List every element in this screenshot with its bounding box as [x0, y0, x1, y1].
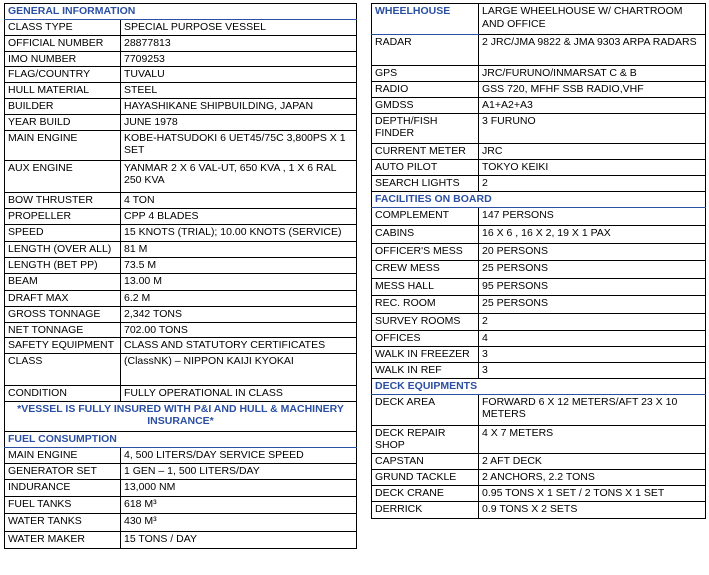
spec-label-mess-hall: MESS HALL — [372, 278, 479, 295]
spec-value-hull-material: STEEL — [121, 83, 357, 99]
spec-label-capstan: CAPSTAN — [372, 453, 479, 469]
spec-value-depth-fish-finder: 3 FURUNO — [479, 113, 706, 143]
spec-value-length-bet-pp: 73.5 M — [121, 257, 357, 273]
spec-label-gmdss: GMDSS — [372, 97, 479, 113]
spec-row — [5, 290, 357, 306]
spec-label-derrick: DERRICK — [372, 501, 479, 518]
spec-row — [5, 257, 357, 273]
spec-value-fuel-tanks: 618 M³ — [121, 496, 357, 513]
spec-row — [5, 192, 357, 208]
spec-row — [372, 313, 706, 330]
spec-label-walk-in-freezer: WALK IN FREEZER — [372, 346, 479, 362]
spec-label-deck-repair-shop: DECK REPAIR SHOP — [372, 425, 479, 453]
spec-label-rec-room: REC. ROOM — [372, 295, 479, 313]
spec-label-class-type: CLASS TYPE — [5, 20, 121, 36]
spec-label-year-build: YEAR BUILD — [5, 115, 121, 131]
spec-value-deck-area: FORWARD 6 X 12 METERS/AFT 23 X 10 METERS — [479, 394, 706, 425]
spec-row — [5, 67, 357, 83]
spec-value-gross-tonnage: 2,342 TONS — [121, 306, 357, 322]
spec-row — [5, 531, 357, 548]
spec-label-main-engine: MAIN ENGINE — [5, 130, 121, 160]
left-spec-table — [4, 3, 357, 549]
spec-value-gmdss: A1+A2+A3 — [479, 97, 706, 113]
spec-label-current-meter: CURRENT METER — [372, 143, 479, 159]
spec-row — [372, 501, 706, 518]
spec-value-gps: JRC/FURUNO/INMARSAT C & B — [479, 66, 706, 82]
spec-row — [5, 354, 357, 386]
spec-value-propeller: CPP 4 BLADES — [121, 208, 357, 224]
spec-label-radar: RADAR — [372, 35, 479, 66]
spec-label-offices: OFFICES — [372, 330, 479, 346]
spec-label-officer-s-mess: OFFICER'S MESS — [372, 243, 479, 260]
spec-value-main-engine: KOBE-HATSUDOKI 6 UET45/75C 3,800PS X 1 SET — [121, 130, 357, 160]
section-title-facilities-on-board: FACILITIES ON BOARD — [372, 191, 706, 207]
spec-value-auto-pilot: TOKYO KEIKI — [479, 159, 706, 175]
insurance-note-text: *VESSEL IS FULLY INSURED WITH P&I AND HULL & MACHINERY INSURANCE* — [5, 401, 357, 431]
spec-row — [372, 66, 706, 82]
spec-row — [5, 99, 357, 115]
spec-value-draft-max: 6.2 M — [121, 290, 357, 306]
spec-row — [372, 425, 706, 453]
spec-label-cabins: CABINS — [372, 225, 479, 243]
spec-label-generator-set: GENERATOR SET — [5, 463, 121, 479]
spec-label-speed: SPEED — [5, 224, 121, 241]
spec-row — [372, 260, 706, 278]
spec-row — [372, 394, 706, 425]
spec-value-search-lights: 2 — [479, 175, 706, 191]
spec-value-bow-thruster: 4 TON — [121, 192, 357, 208]
spec-label-wheelhouse: WHEELHOUSE — [372, 4, 479, 35]
spec-row — [5, 386, 357, 402]
spec-value-wheelhouse: LARGE WHEELHOUSE W/ CHARTROOM AND OFFICE — [479, 4, 706, 35]
section-title-fuel-consumption: FUEL CONSUMPTION — [5, 431, 357, 447]
spec-row — [5, 160, 357, 192]
spec-label-radio: RADIO — [372, 81, 479, 97]
spec-row — [5, 35, 357, 51]
spec-row — [5, 224, 357, 241]
spec-label-indurance: INDURANCE — [5, 479, 121, 496]
spec-value-length-over-all: 81 M — [121, 241, 357, 257]
spec-value-indurance: 13,000 NM — [121, 479, 357, 496]
spec-row — [372, 469, 706, 485]
spec-label-draft-max: DRAFT MAX — [5, 290, 121, 306]
spec-value-aux-engine: YANMAR 2 X 6 VAL-UT, 650 KVA , 1 X 6 RAL 250 KVA — [121, 160, 357, 192]
spec-label-length-over-all: LENGTH (OVER ALL) — [5, 241, 121, 257]
spec-value-water-maker: 15 TONS / DAY — [121, 531, 357, 548]
spec-label-class: CLASS — [5, 354, 121, 386]
spec-value-crew-mess: 25 PERSONS — [479, 260, 706, 278]
spec-value-radar: 2 JRC/JMA 9822 & JMA 9303 ARPA RADARS — [479, 35, 706, 66]
spec-value-capstan: 2 AFT DECK — [479, 453, 706, 469]
section-header — [5, 4, 357, 20]
spec-row — [5, 496, 357, 513]
spec-row — [5, 513, 357, 531]
spec-row — [5, 322, 357, 338]
spec-label-gps: GPS — [372, 66, 479, 82]
spec-row — [372, 243, 706, 260]
spec-label-condition: CONDITION — [5, 386, 121, 402]
spec-value-complement: 147 PERSONS — [479, 207, 706, 225]
spec-value-generator-set: 1 GEN – 1, 500 LITERS/DAY — [121, 463, 357, 479]
spec-value-officer-s-mess: 20 PERSONS — [479, 243, 706, 260]
spec-row — [5, 208, 357, 224]
spec-value-flag-country: TUVALU — [121, 67, 357, 83]
spec-label-walk-in-ref: WALK IN REF — [372, 362, 479, 378]
spec-row — [5, 241, 357, 257]
spec-row — [372, 346, 706, 362]
section-header — [372, 378, 706, 394]
section-title-deck-equipments: DECK EQUIPMENTS — [372, 378, 706, 394]
spec-row — [5, 463, 357, 479]
spec-value-rec-room: 25 PERSONS — [479, 295, 706, 313]
spec-label-gross-tonnage: GROSS TONNAGE — [5, 306, 121, 322]
spec-row — [372, 362, 706, 378]
right-spec-table — [371, 3, 706, 519]
spec-value-net-tonnage: 702.00 TONS — [121, 322, 357, 338]
spec-label-beam: BEAM — [5, 273, 121, 290]
spec-row — [372, 207, 706, 225]
spec-row — [5, 51, 357, 67]
spec-row — [5, 447, 357, 463]
spec-value-grund-tackle: 2 ANCHORS, 2.2 TONS — [479, 469, 706, 485]
spec-value-current-meter: JRC — [479, 143, 706, 159]
spec-row — [5, 306, 357, 322]
spec-value-speed: 15 KNOTS (TRIAL); 10.00 KNOTS (SERVICE) — [121, 224, 357, 241]
spec-label-official-number: OFFICIAL NUMBER — [5, 35, 121, 51]
spec-value-year-build: JUNE 1978 — [121, 115, 357, 131]
spec-label-complement: COMPLEMENT — [372, 207, 479, 225]
spec-value-imo-number: 7709253 — [121, 51, 357, 67]
spec-label-survey-rooms: SURVEY ROOMS — [372, 313, 479, 330]
spec-value-beam: 13.00 M — [121, 273, 357, 290]
spec-label-deck-area: DECK AREA — [372, 394, 479, 425]
spec-row — [372, 159, 706, 175]
spec-label-water-tanks: WATER TANKS — [5, 513, 121, 531]
spec-label-net-tonnage: NET TONNAGE — [5, 322, 121, 338]
spec-row — [372, 81, 706, 97]
spec-value-offices: 4 — [479, 330, 706, 346]
spec-label-hull-material: HULL MATERIAL — [5, 83, 121, 99]
spec-row — [5, 479, 357, 496]
spec-label-crew-mess: CREW MESS — [372, 260, 479, 278]
section-header — [5, 431, 357, 447]
spec-label-water-maker: WATER MAKER — [5, 531, 121, 548]
spec-label-aux-engine: AUX ENGINE — [5, 160, 121, 192]
spec-row — [372, 4, 706, 35]
spec-row — [372, 113, 706, 143]
spec-value-cabins: 16 X 6 , 16 X 2, 19 X 1 PAX — [479, 225, 706, 243]
spec-value-official-number: 28877813 — [121, 35, 357, 51]
spec-label-imo-number: IMO NUMBER — [5, 51, 121, 67]
spec-row — [372, 175, 706, 191]
spec-row — [372, 485, 706, 501]
spec-value-walk-in-ref: 3 — [479, 362, 706, 378]
spec-row — [5, 273, 357, 290]
spec-label-deck-crane: DECK CRANE — [372, 485, 479, 501]
spec-value-deck-crane: 0.95 TONS X 1 SET / 2 TONS X 1 SET — [479, 485, 706, 501]
spec-label-search-lights: SEARCH LIGHTS — [372, 175, 479, 191]
spec-label-auto-pilot: AUTO PILOT — [372, 159, 479, 175]
spec-label-flag-country: FLAG/COUNTRY — [5, 67, 121, 83]
spec-row — [372, 330, 706, 346]
spec-row — [5, 83, 357, 99]
spec-value-builder: HAYASHIKANE SHIPBUILDING, JAPAN — [121, 99, 357, 115]
spec-value-class: (ClassNK) – NIPPON KAIJI KYOKAI — [121, 354, 357, 386]
spec-value-condition: FULLY OPERATIONAL IN CLASS — [121, 386, 357, 402]
spec-value-radio: GSS 720, MFHF SSB RADIO,VHF — [479, 81, 706, 97]
section-title-general-information: GENERAL INFORMATION — [5, 4, 357, 20]
spec-value-class-type: SPECIAL PURPOSE VESSEL — [121, 20, 357, 36]
spec-value-main-engine: 4, 500 LITERS/DAY SERVICE SPEED — [121, 447, 357, 463]
spec-value-walk-in-freezer: 3 — [479, 346, 706, 362]
spec-value-mess-hall: 95 PERSONS — [479, 278, 706, 295]
spec-row — [5, 130, 357, 160]
spec-row — [5, 115, 357, 131]
spec-row — [372, 35, 706, 66]
insurance-note — [5, 401, 357, 431]
spec-label-grund-tackle: GRUND TACKLE — [372, 469, 479, 485]
spec-value-survey-rooms: 2 — [479, 313, 706, 330]
spec-value-safety-equipment: CLASS AND STATUTORY CERTIFICATES — [121, 338, 357, 354]
spec-label-length-bet-pp: LENGTH (BET PP) — [5, 257, 121, 273]
spec-label-main-engine: MAIN ENGINE — [5, 447, 121, 463]
spec-value-derrick: 0.9 TONS X 2 SETS — [479, 501, 706, 518]
spec-label-bow-thruster: BOW THRUSTER — [5, 192, 121, 208]
spec-label-builder: BUILDER — [5, 99, 121, 115]
spec-label-fuel-tanks: FUEL TANKS — [5, 496, 121, 513]
spec-row — [372, 143, 706, 159]
spec-row — [5, 20, 357, 36]
spec-row — [372, 225, 706, 243]
spec-label-propeller: PROPELLER — [5, 208, 121, 224]
spec-row — [372, 97, 706, 113]
spec-row — [372, 295, 706, 313]
spec-value-water-tanks: 430 M³ — [121, 513, 357, 531]
spec-row — [372, 453, 706, 469]
spec-row — [372, 278, 706, 295]
spec-label-depth-fish-finder: DEPTH/FISH FINDER — [372, 113, 479, 143]
spec-row — [5, 338, 357, 354]
section-header — [372, 191, 706, 207]
spec-label-safety-equipment: SAFETY EQUIPMENT — [5, 338, 121, 354]
spec-value-deck-repair-shop: 4 X 7 METERS — [479, 425, 706, 453]
